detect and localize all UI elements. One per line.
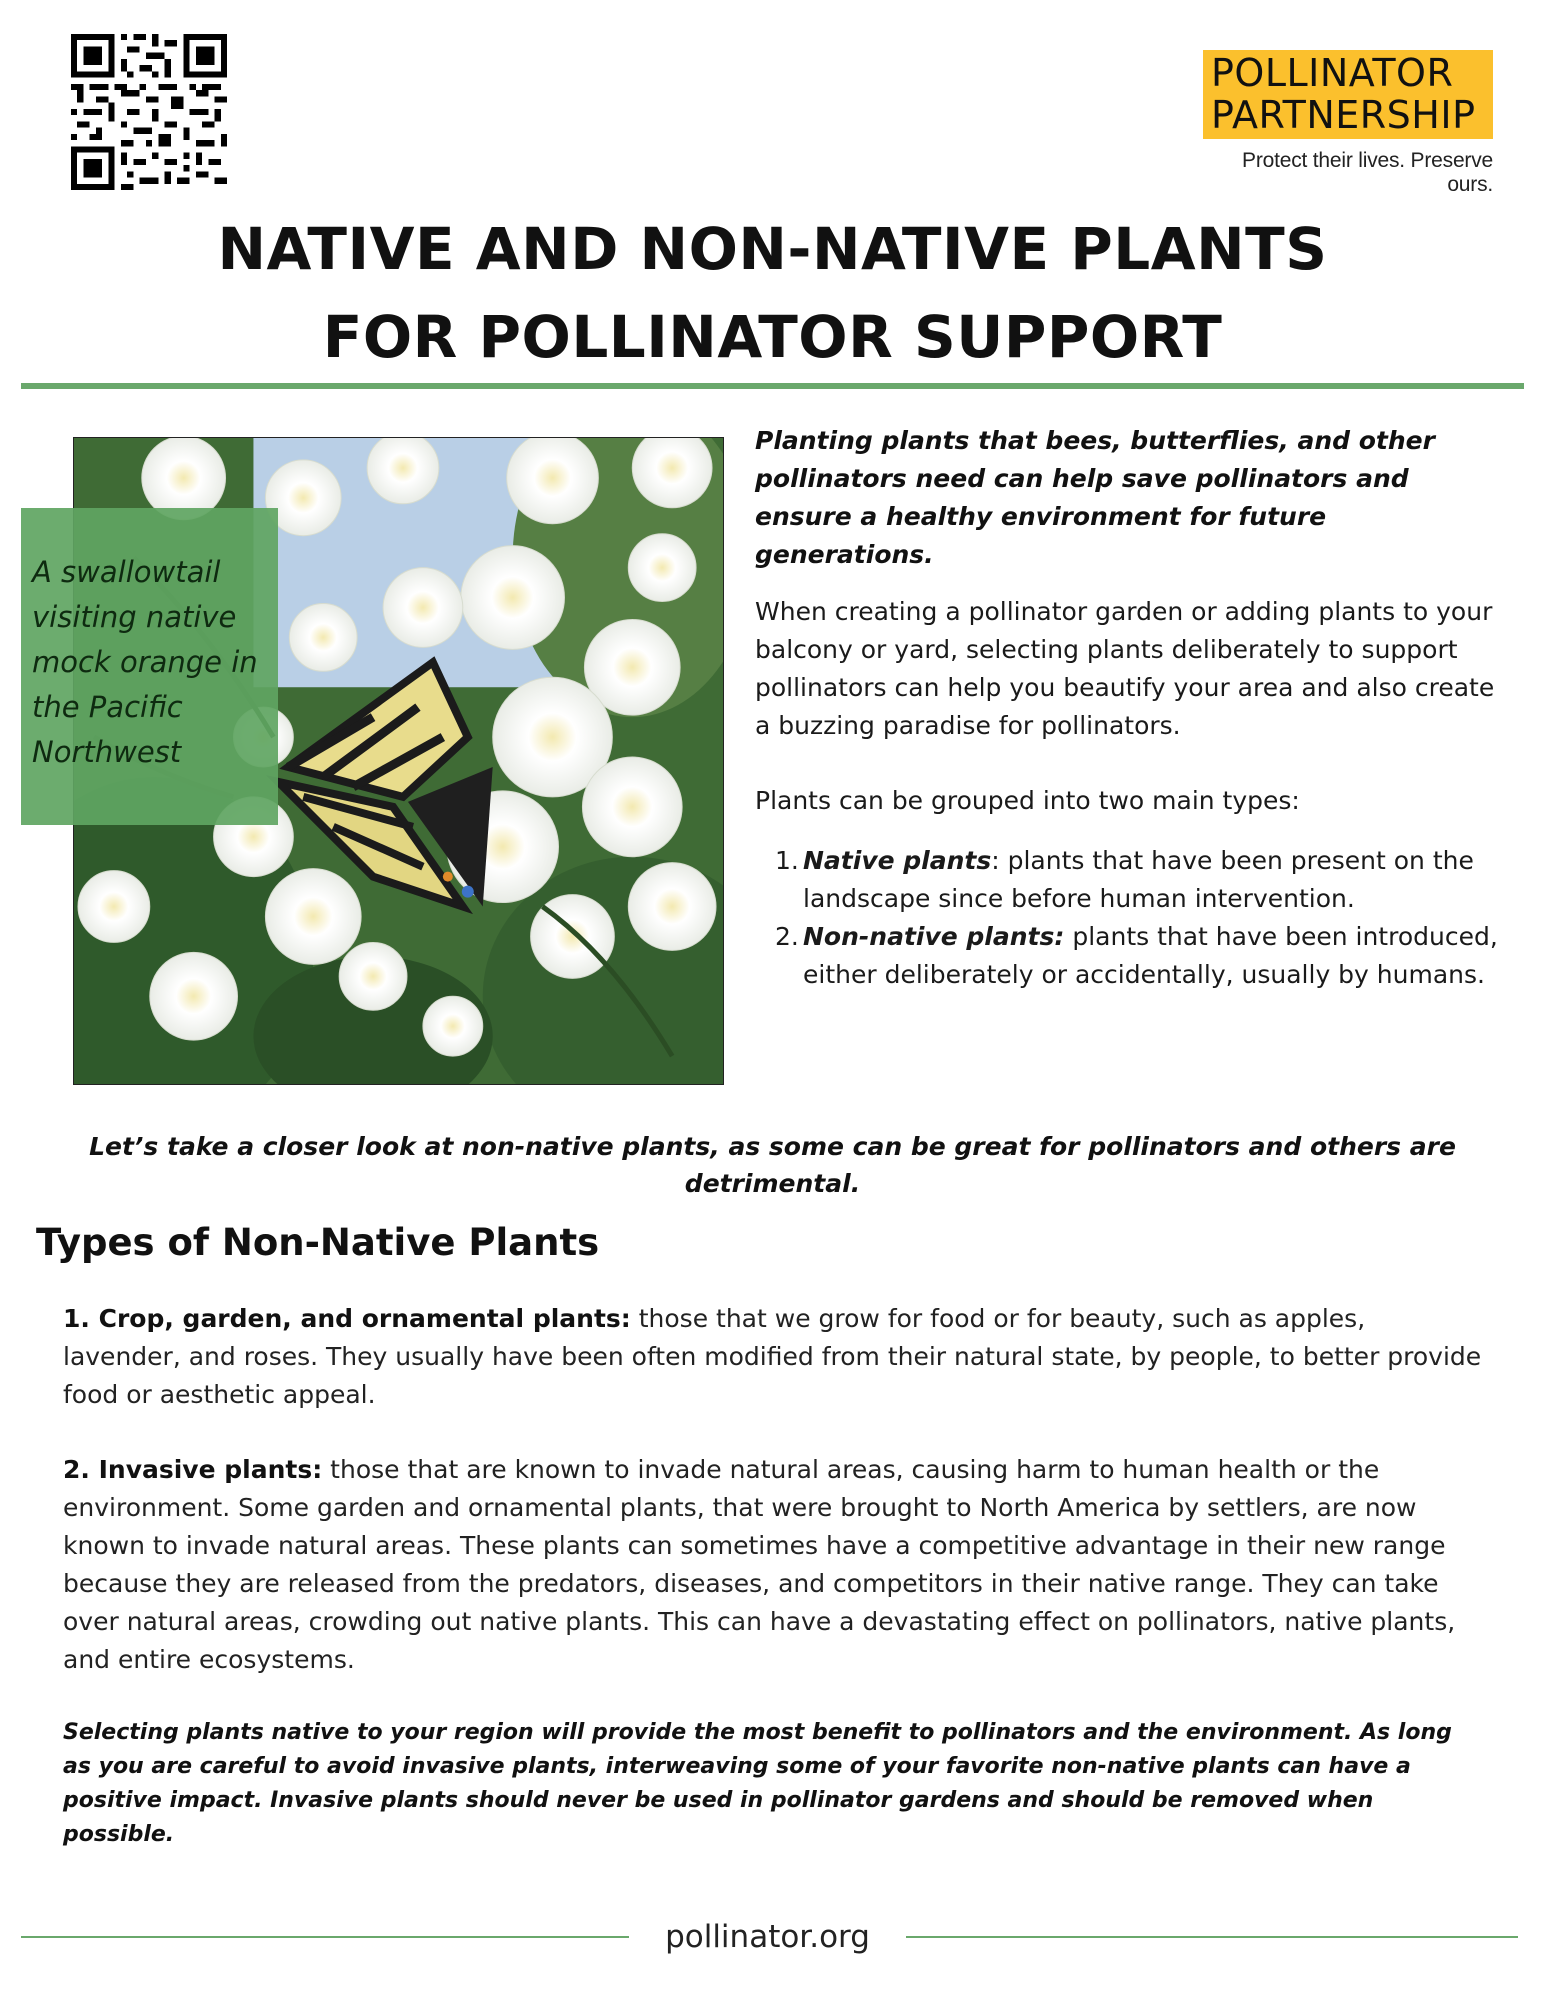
type-item [63,1451,1488,1679]
list-item-number: 1. [775,846,799,875]
type-item-text: those that we grow for food or for beauty, such as apples, lavender, and roses. They usually have been often modified from their natural state, by people, to better provide food or aesthetic appeal. [63,1304,1482,1409]
type-item [63,1300,1488,1414]
logo-line-1: POLLINATOR [1211,51,1454,95]
footer-website-link[interactable]: pollinator.org [665,1919,870,1955]
photo-caption-text: A swallowtail visiting native mock orange in the Pacific Northwest [32,555,258,769]
list-item-text: : plants that have been present on the landscape since before human intervention. [803,846,1474,913]
logo-wordmark [1203,50,1493,139]
list-item-text: plants that have been introduced, either deliberately or accidentally, usually by humans. [803,922,1498,989]
type-item-label: 2. Invasive plants: [63,1455,323,1484]
plant-types-list [775,842,1500,994]
footer-divider-left [21,1936,629,1938]
title-line-2: FOR POLLINATOR SUPPORT [322,303,1223,371]
type-item-label: 1. Crop, garden, and ornamental plants: [63,1304,631,1333]
intro-paragraph-2: Plants can be grouped into two main types: [755,786,1300,815]
logo-tagline: Protect their lives. Preserve ours. [1242,149,1493,196]
intro-body [755,593,1500,994]
title-line-1: NATIVE AND NON-NATIVE PLANTS [217,215,1328,283]
qr-code[interactable] [71,34,227,190]
page-title [0,205,1545,381]
list-item-term: Native plants [803,846,992,875]
non-native-types [63,1300,1488,1716]
title-divider [21,383,1524,389]
qr-code-graphic [71,34,227,190]
lead-statement: Let’s take a closer look at non-native plants, as some can be great for pollinators and others are detrimental. [89,1132,1456,1198]
section-heading: Types of Non-Native Plants [36,1221,600,1264]
list-item [775,918,1500,994]
list-item-number: 2. [775,922,799,951]
intro-paragraph-1: When creating a pollinator garden or adding plants to your balcony or yard, selecting plants deliberately to support pollinators can help you beautify your area and also create a buzzing paradise for pollinators. [755,597,1495,740]
closing-statement: Selecting plants native to your region will provide the most benefit to pollinators and the environment. As long as you are careful to avoid invasive plants, interweaving some of your favorite non-native plants can have a positive impact. Invasive plants should never be used in pollinator gardens and should be removed when possible. [63,1720,1452,1847]
intro-highlight: Planting plants that bees, butterflies, and other pollinators need can help save pollinators and ensure a healthy environment for future generations. [755,426,1435,569]
list-item [775,842,1500,918]
logo-line-2: PARTNERSHIP [1211,93,1476,137]
type-item-text: those that are known to invade natural areas, causing harm to human health or the environment. Some garden and ornamental plants, that were brought to North America by settlers, are now known to invade natural areas. These plants can sometimes have a competitive advantage in their new range because they are released from the predators, diseases, and competitors in their native range. They can take over natural areas, crowding out native plants. This can have a devastating effect on pollinators, native plants, and entire ecosystems. [63,1455,1456,1674]
footer-divider-right [906,1936,1518,1938]
list-item-term: Non-native plants: [803,922,1065,951]
photo-caption [21,508,278,825]
pollinator-partnership-logo[interactable] [1203,50,1493,197]
